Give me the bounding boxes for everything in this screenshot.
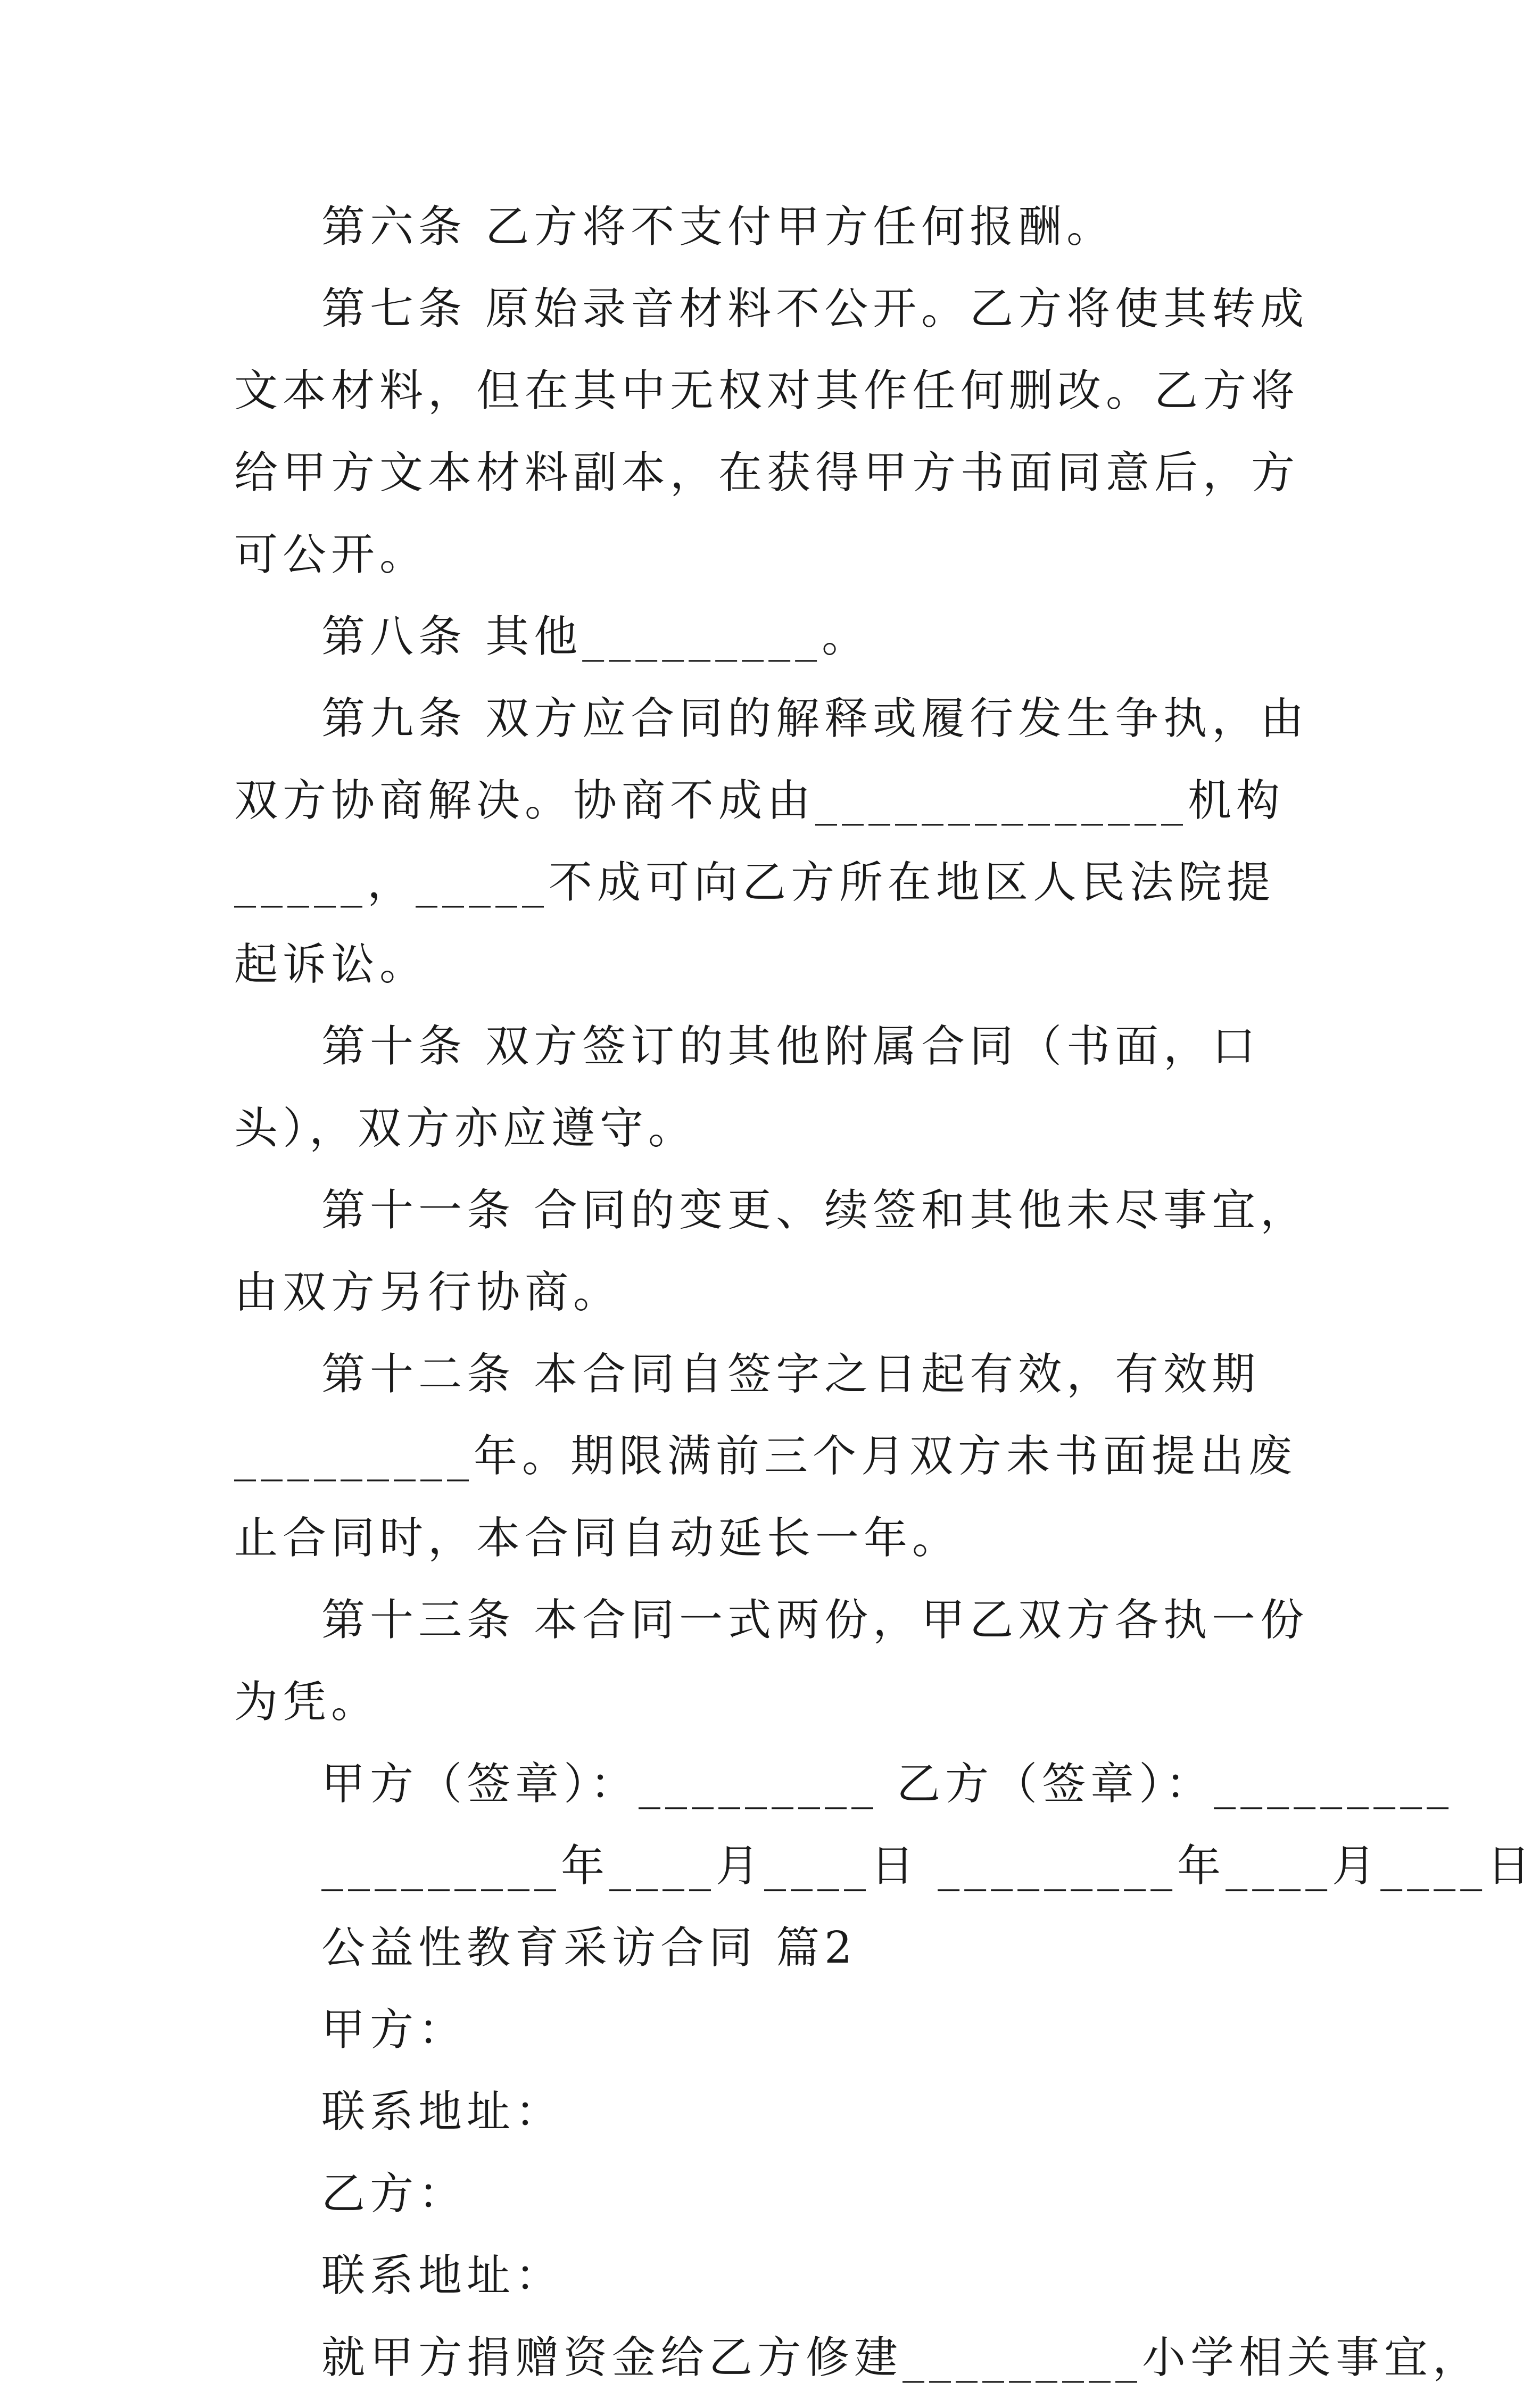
party-a-label: 甲方：	[321, 2005, 467, 2055]
article-9: 第九条 双方应合同的解释或履行发生争执，由双方协商解决。协商不成由______________机构_____，_____不成可向乙方所在地区人民法院提起诉讼。	[234, 693, 1309, 990]
section-title: 公益性教育采访合同 篇2	[321, 1923, 857, 1973]
article-11: 第十一条 合同的变更、续签和其他未尽事宜，由双方另行协商。	[234, 1185, 1309, 1318]
date-line: _________年____月____日 _________年____月____日	[321, 1841, 1536, 1891]
article-6: 第六条 乙方将不支付甲方任何报酬。	[321, 202, 1115, 252]
document-page	[234, 186, 1536, 2399]
article-10: 第十条 双方签订的其他附属合同（书面，口头），双方亦应遵守。	[234, 1021, 1261, 1154]
article-12: 第十二条 本合同自签字之日起有效，有效期_________年。期限满前三个月双方未书面提出废止合同时，本合同自动延长一年。	[234, 1349, 1297, 1564]
signature-line: 甲方（签章）：_________ 乙方（签章）：_________	[321, 1759, 1454, 1809]
party-a-address-label: 联系地址：	[321, 2087, 564, 2137]
article-13: 第十三条 本合同一式两份，甲乙双方各执一份为凭。	[234, 1595, 1309, 1727]
party-b-address-label: 联系地址：	[321, 2251, 564, 2301]
intro-line: 就甲方捐赠资金给乙方修建_________小学相关事宜，	[321, 2332, 1481, 2383]
party-b-label: 乙方：	[321, 2169, 467, 2219]
article-7: 第七条 原始录音材料不公开。乙方将使其转成文本材料，但在其中无权对其作任何删改。乙方将给甲方文本材料副本，在获得甲方书面同意后，方可公开。	[234, 284, 1309, 580]
article-8: 第八条 其他_________。	[321, 611, 871, 662]
